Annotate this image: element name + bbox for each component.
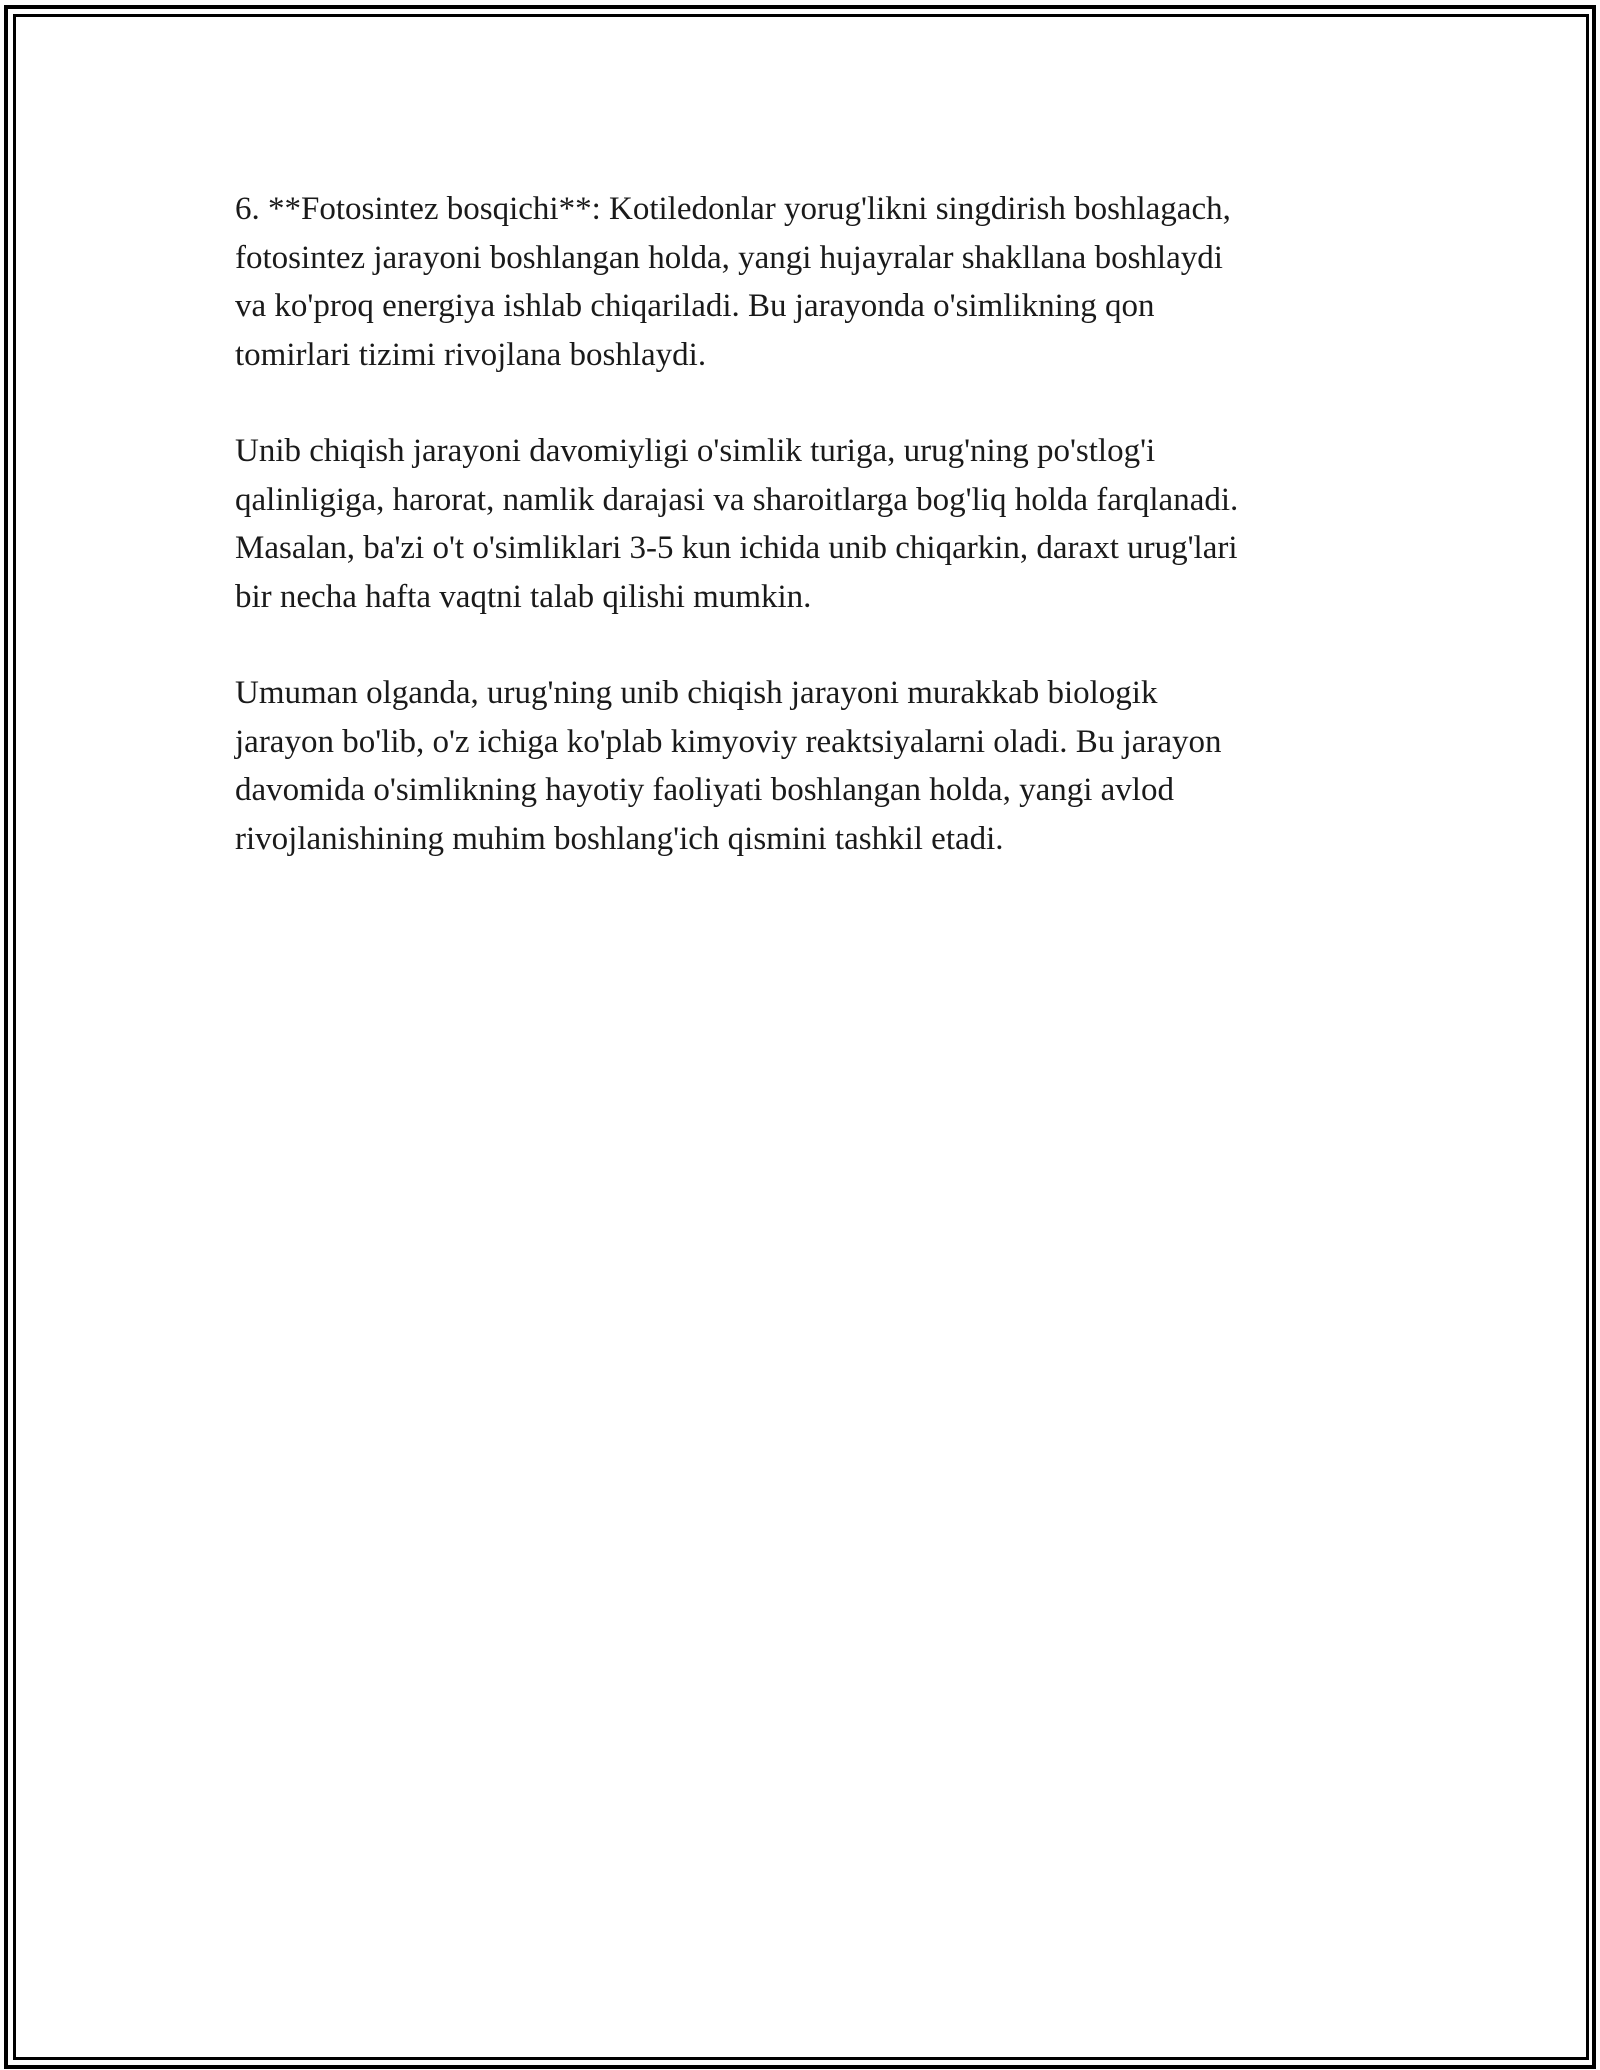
paragraph-germination-duration: Unib chiqish jarayoni davomiyligi o'simlik turiga, urug'ning po'stlog'i qalinligiga, harorat, namlik darajasi va sharoitlarga bog'liq holda farqlanadi. Masalan, ba'zi o't o'simliklari 3-5 kun ichida unib chiqarkin, daraxt urug'lari bir necha hafta vaqtni talab qilishi mumkin. <box>235 433 1239 615</box>
paragraph-conclusion: Umuman olganda, urug'ning unib chiqish jarayoni murakkab biologik jarayon bo'lib, o'z ichiga ko'plab kimyoviy reaktsiyalarni oladi. Bu jarayon davomida o'simlikning hayotiy faoliyati boshlangan holda, yangi avlod rivojlanishining muhim boshlang'ich qismini tashkil etadi. <box>235 675 1222 857</box>
paragraph-photosynthesis-stage: 6. **Fotosintez bosqichi**: Kotiledonlar yorug'likni singdirish boshlagach, fotosintez jarayoni boshlangan holda, yangi hujayralar shakllana boshlaydi va ko'proq energiya ishlab chiqariladi. Bu jarayonda o'simlikning qon tomirlari tizimi rivojlana boshlaydi. <box>235 191 1231 373</box>
document-body <box>235 185 1365 911</box>
